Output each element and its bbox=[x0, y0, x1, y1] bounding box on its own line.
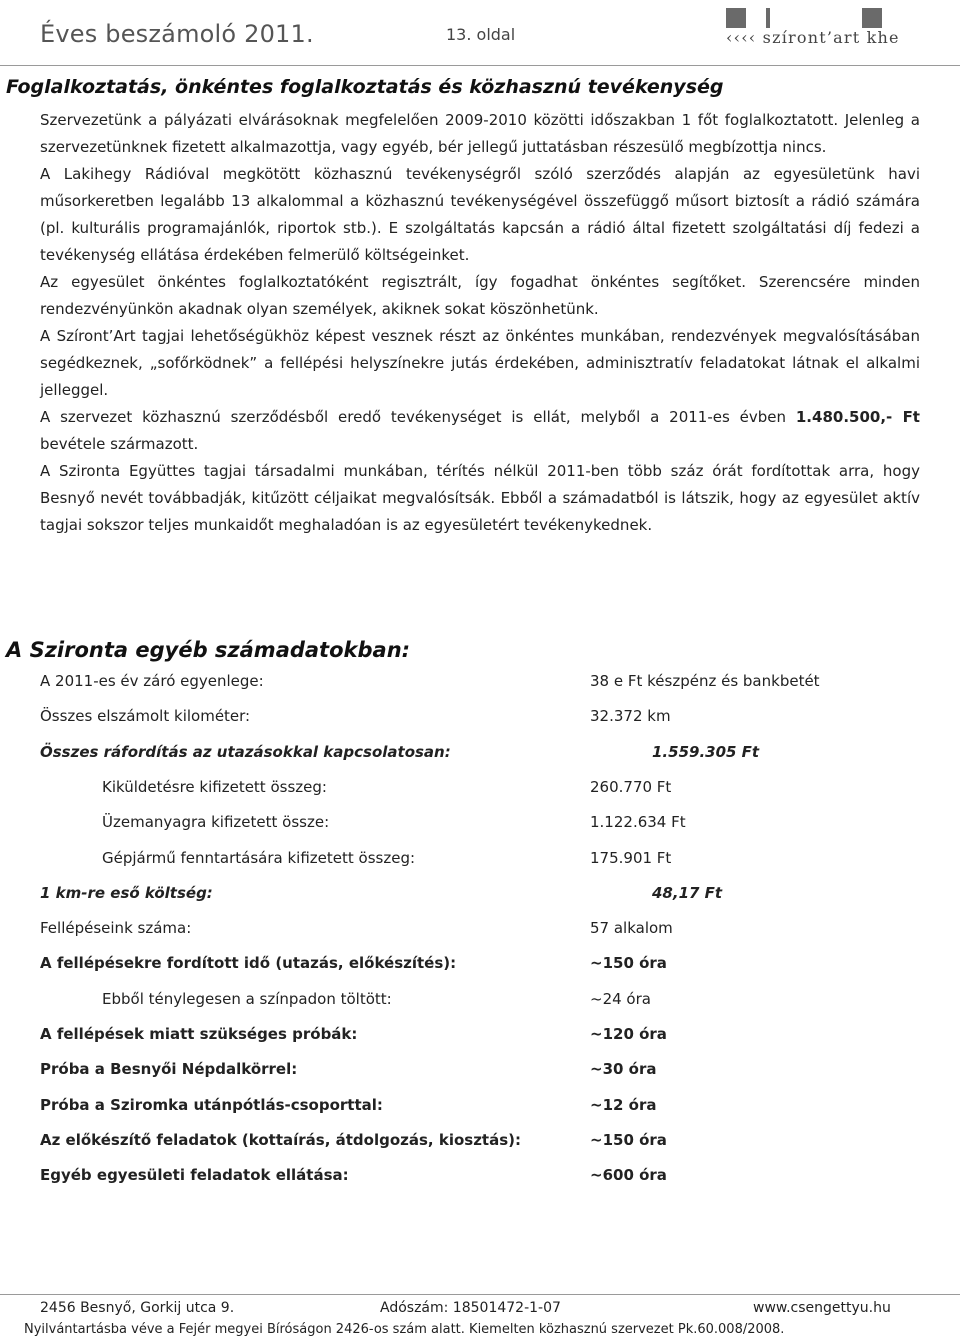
body-text bbox=[40, 107, 920, 539]
stats-label: Egyéb egyesületi feladatok ellátása: bbox=[40, 1166, 349, 1184]
stats-label: Próba a Sziromka utánpótlás-csoporttal: bbox=[40, 1096, 383, 1114]
stats-row bbox=[0, 954, 960, 989]
stats-value: ~600 óra bbox=[590, 1166, 667, 1184]
stats-value: ~150 óra bbox=[590, 954, 667, 972]
stats-value: 260.770 Ft bbox=[590, 778, 672, 796]
paragraph: Szervezetünk a pályázati elvárásoknak megfelelően 2009-2010 közötti időszakban 1 főt foglalkoztatott. Jelenleg a szervezetünknek fizetett alkalmazottja, vagy egyéb, bér jellegű juttatásban részesülő megbízottja nincs. bbox=[40, 111, 920, 156]
stats-row bbox=[0, 707, 960, 742]
stats-row bbox=[0, 1025, 960, 1060]
footer-website: www.csengettyu.hu bbox=[753, 1300, 891, 1316]
stats-row bbox=[0, 1060, 960, 1095]
stats-label: A fellépések miatt szükséges próbák: bbox=[40, 1025, 358, 1043]
page-header bbox=[0, 0, 960, 70]
stats-label: Összes ráfordítás az utazásokkal kapcsolatosan: bbox=[40, 743, 451, 761]
stats-label: Üzemanyagra kifizetett össze: bbox=[102, 813, 330, 831]
stats-row bbox=[0, 1166, 960, 1201]
stats-label: Fellépéseink száma: bbox=[40, 919, 192, 937]
stats-row bbox=[0, 1131, 960, 1166]
document-title: Éves beszámoló 2011. bbox=[40, 20, 314, 48]
paragraph: A Lakihegy Rádióval megkötött közhasznú tevékenységről szóló szerződés alapján az egyesületünk havi műsorkeretben legalább 13 alkalommal a közhasznú tevékenységével összefüggő műsort biztosít a rádió számára (pl. kulturális programajánlók, riportok stb.). E szolgáltatás kapcsán a rádió által fizetett szolgáltatási díj fedezi a tevékenység ellátása érdekében felmerülő költségeinket. bbox=[40, 165, 920, 264]
stats-value: 32.372 km bbox=[590, 707, 671, 725]
stats-value: ~24 óra bbox=[590, 990, 651, 1008]
footer-divider bbox=[0, 1294, 960, 1295]
footer-tax-id: Adószám: 18501472-1-07 bbox=[380, 1300, 561, 1316]
logo-bar-mark bbox=[766, 8, 770, 28]
stats-value: ~120 óra bbox=[590, 1025, 667, 1043]
stats-value: 57 alkalom bbox=[590, 919, 673, 937]
stats-row bbox=[0, 778, 960, 813]
stats-label: A fellépésekre fordított idő (utazás, előkészítés): bbox=[40, 954, 457, 972]
stats-row bbox=[0, 813, 960, 848]
logo-text: ‹‹‹‹ szíront’art khe bbox=[726, 28, 900, 47]
stats-value: ~30 óra bbox=[590, 1060, 657, 1078]
stats-heading: A Szironta egyéb számadatokban: bbox=[6, 638, 411, 662]
stats-label: Összes elszámolt kilométer: bbox=[40, 707, 251, 725]
paragraph: Az egyesület önkéntes foglalkoztatóként regisztrált, így fogadhat önkéntes segítőket. Szerencsére minden rendezvényünkön akadnak olyan személyek, akiknek sokat köszönhetünk. bbox=[40, 273, 920, 318]
logo-square-mark bbox=[862, 8, 882, 28]
page-number: 13. oldal bbox=[446, 25, 516, 44]
stats-value: 48,17 Ft bbox=[652, 884, 723, 902]
section-heading: Foglalkoztatás, önkéntes foglalkoztatás és közhasznú tevékenység bbox=[6, 76, 724, 98]
stats-value: 1.122.634 Ft bbox=[590, 813, 686, 831]
stats-value: 175.901 Ft bbox=[590, 849, 672, 867]
stats-value: ~12 óra bbox=[590, 1096, 657, 1114]
revenue-text-pre: A szervezet közhasznú szerződésből eredő tevékenységet is ellát, melyből a 2011-es évben bbox=[40, 408, 787, 426]
organization-logo bbox=[720, 4, 956, 60]
footer-address: 2456 Besnyő, Gorkij utca 9. bbox=[40, 1300, 235, 1316]
paragraph: A Szíront’Art tagjai lehetőségükhöz képest vesznek részt az önkéntes munkában, rendezvények megvalósításában segédkeznek, „sofőrködnek” a fellépési helyszínekre jutás érdekében, adminisztratív feladatokat látnak el alkalmi jelleggel. bbox=[40, 327, 920, 399]
header-divider bbox=[0, 65, 960, 66]
stats-row bbox=[0, 849, 960, 884]
stats-row bbox=[0, 743, 960, 778]
revenue-paragraph bbox=[40, 404, 920, 458]
revenue-amount: 1.480.500,- Ft bbox=[795, 408, 920, 426]
stats-row bbox=[0, 990, 960, 1025]
stats-row bbox=[0, 1096, 960, 1131]
footer-registration: Nyilvántartásba véve a Fejér megyei Bíróságon 2426-os szám alatt. Kiemelten közhasznú szervezet Pk.60.008/2008. bbox=[24, 1322, 785, 1337]
stats-value: 1.559.305 Ft bbox=[652, 743, 760, 761]
stats-value: ~150 óra bbox=[590, 1131, 667, 1149]
stats-label: A 2011-es év záró egyenlege: bbox=[40, 672, 264, 690]
stats-label: Próba a Besnyői Népdalkörrel: bbox=[40, 1060, 298, 1078]
logo-square-mark bbox=[726, 8, 746, 28]
paragraph: A Szironta Együttes tagjai társadalmi munkában, térítés nélkül 2011-ben több száz órát fordítottak arra, hogy Besnyő nevét továbbadják, kitűzött céljaikat megvalósítsák. Ebből a számadatból is látszik, hogy az egyesület aktív tagjai sokszor teljes munkaidőt meghaladóan is az egyesületért tevékenykednek. bbox=[40, 462, 920, 534]
stats-label: Kiküldetésre kifizetett összeg: bbox=[102, 778, 327, 796]
stats-label: Gépjármű fenntartására kifizetett összeg: bbox=[102, 849, 416, 867]
stats-row bbox=[0, 672, 960, 707]
stats-row bbox=[0, 919, 960, 954]
stats-label: 1 km-re eső költség: bbox=[40, 884, 213, 902]
stats-row bbox=[0, 884, 960, 919]
stats-label: Ebből ténylegesen a színpadon töltött: bbox=[102, 990, 392, 1008]
stats-value: 38 e Ft készpénz és bankbetét bbox=[590, 672, 820, 690]
revenue-text-post: bevétele származott. bbox=[40, 435, 199, 453]
stats-label: Az előkészítő feladatok (kottaírás, átdolgozás, kiosztás): bbox=[40, 1131, 522, 1149]
